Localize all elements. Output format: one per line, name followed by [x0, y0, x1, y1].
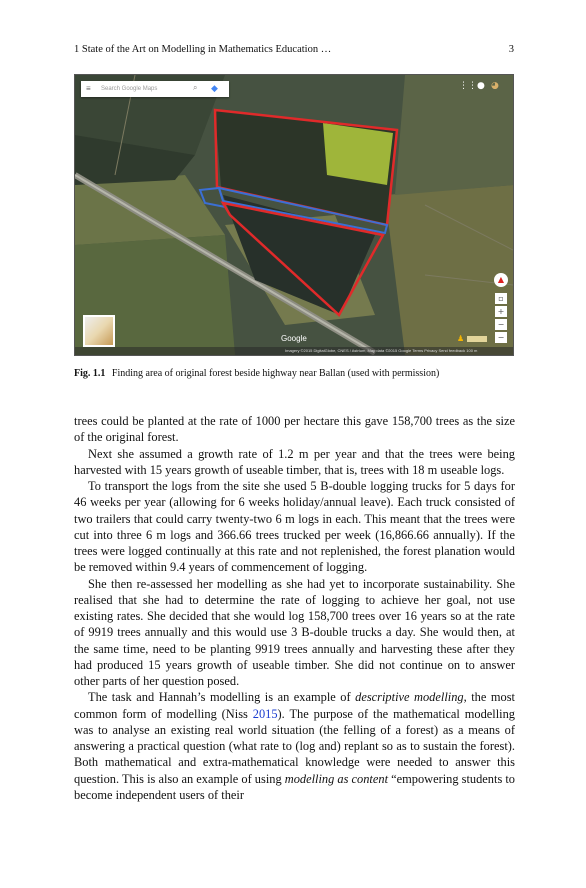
text-run: The task and Hannah’s modelling is an example of — [88, 690, 356, 705]
citation-link[interactable]: 2015 — [252, 706, 278, 721]
figure-caption — [74, 368, 514, 379]
body-text — [74, 413, 515, 803]
emphasis: modelling as content — [284, 771, 389, 786]
paragraph — [74, 689, 515, 803]
zoom-in-icon[interactable]: + — [495, 306, 507, 317]
zoom-out-icon[interactable]: − — [495, 332, 507, 343]
paragraph: To transport the logs from the site she used 5 B-double logging trucks for 5 days for 46 weeks per year (allowing for 6 weeks holiday/annual leave). Each truck consisted of two trailers that could carry twenty-two 6 m logs in each. This meant that the trees were cut into three 6 m logs and 366.66 trees trucked per week (16,866.66 annually). If the trees were logged continually at this rate and not replenished, the forest planation would be removed within 9.4 years of commencement of logging. — [74, 479, 515, 575]
satellite-map-figure — [74, 74, 514, 356]
street-view-icon[interactable]: ▫ — [495, 293, 507, 304]
chapter-title: 1 State of the Art on Modelling in Mathematics Education … — [74, 44, 332, 55]
search-input[interactable]: Search Google Maps — [101, 86, 158, 92]
menu-icon[interactable]: ≡ — [86, 84, 91, 93]
map-controls — [495, 273, 507, 345]
zoom-out-icon[interactable]: − — [495, 319, 507, 330]
apps-grid-icon[interactable]: ⋮⋮ — [459, 81, 477, 91]
running-header — [74, 44, 514, 60]
pegman-icon[interactable]: ♟ — [457, 334, 465, 343]
satellite-imagery — [75, 75, 513, 355]
text-run: ). The purpose of the mathematical modelling was to analyse an existing real world situation (the felling of a forest) as a means of answering a practical question (what rate to (log and) replant so as to sustain the forest). Both mathematical and extra-mathematical knowledge were needed to answer this question. This is also an example of using — [74, 706, 515, 786]
search-icon[interactable]: ⌕ — [193, 83, 198, 92]
paragraph: She then re-assessed her modelling as she had yet to incorporate sustainability. She realised that she had to determine the rate of logging to achieve her goal, not use existing rates. She decided that she would log 158,700 trees over 16 years so at the rate of 9919 trees annually and this would use 3 B-double trucks a day. She would then, at the same time, need to be planting 9919 trees annually and harvesting these after they had produced 15 years growth of useable timber. She did not continue on to answer other parts of her question posed. — [74, 576, 515, 688]
google-logo: Google — [281, 334, 307, 343]
earth-view-icon[interactable] — [83, 315, 115, 347]
compass-icon[interactable]: ▲ — [494, 273, 508, 287]
emphasis: descriptive modelling — [355, 690, 464, 705]
notifications-icon[interactable]: ● — [477, 81, 485, 91]
page-number: 3 — [508, 44, 514, 55]
map-attribution: Imagery ©2015 DigitalGlobe, CNES / Astrium, Map data ©2015 Google Terms Privacy Send feedback 100 m — [75, 347, 513, 355]
text-run: , the most common form of modelling (Niss — [74, 690, 515, 721]
imagery-thumbnails[interactable] — [467, 336, 487, 342]
map-search-box[interactable] — [81, 81, 229, 97]
account-avatar-icon[interactable]: ◕ — [491, 81, 499, 91]
directions-icon[interactable]: ◆ — [211, 83, 218, 93]
paragraph: trees could be planted at the rate of 1000 per hectare this gave 158,700 trees as the size of the original forest. — [74, 414, 515, 445]
figure-label: Fig. 1.1 — [74, 368, 106, 379]
caption-text: Finding area of original forest beside highway near Ballan (used with permission) — [111, 368, 440, 379]
account-bar — [455, 81, 507, 95]
text-run: “empowering students to become independent users of their — [74, 771, 516, 802]
paragraph: Next she assumed a growth rate of 1.2 m per year and that the trees were being harvested with 15 years growth of useable timber, that is, trees with 18 m useable logs. — [74, 446, 515, 477]
